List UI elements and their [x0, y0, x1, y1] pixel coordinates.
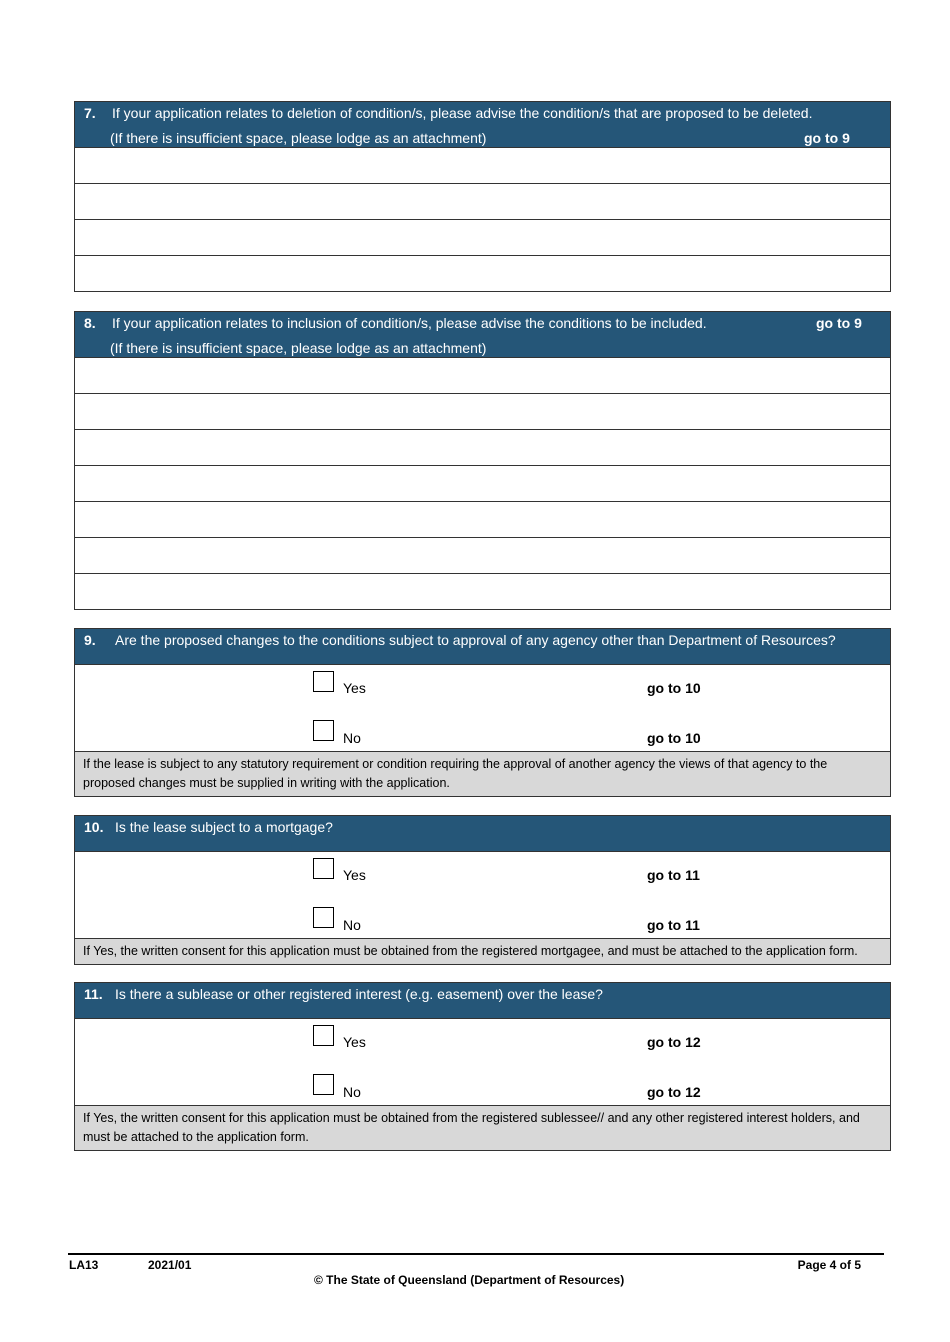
question-7-input-row-4[interactable]: [74, 256, 891, 292]
question-10-yes-goto: go to 11: [647, 867, 700, 883]
question-7-text: If your application relates to deletion of condition/s, please advise the condition/s that are proposed to be deleted.: [112, 105, 813, 121]
question-9-no-label: No: [343, 730, 361, 746]
question-9-option-no: [75, 720, 890, 750]
question-8-number: 8.: [84, 315, 96, 331]
question-10-no-checkbox[interactable]: [313, 907, 334, 928]
question-10-text: Is the lease subject to a mortgage?: [115, 819, 333, 835]
question-8-text: If your application relates to inclusion of condition/s, please advise the conditions to be included.: [112, 315, 707, 331]
question-9-yes-checkbox[interactable]: [313, 671, 334, 692]
question-9-no-checkbox[interactable]: [313, 720, 334, 741]
question-9-no-goto: go to 10: [647, 730, 701, 746]
question-9-yes-label: Yes: [343, 680, 366, 696]
question-7-input-row-1[interactable]: [74, 148, 891, 184]
question-7-input-row-3[interactable]: [74, 220, 891, 256]
question-8-input-row-6[interactable]: [74, 538, 891, 574]
question-10-options: [74, 852, 891, 939]
question-10-number: 10.: [84, 819, 104, 835]
question-10-no-label: No: [343, 917, 361, 933]
question-8-subtext: (If there is insufficient space, please lodge as an attachment): [110, 340, 487, 356]
question-11-note: If Yes, the written consent for this application must be obtained from the registered sublessee// and any other registered interest holders, and must be attached to the application form.: [74, 1106, 891, 1151]
question-11-no-goto: go to 12: [647, 1084, 701, 1100]
question-11-header: [74, 982, 891, 1019]
question-10-yes-checkbox[interactable]: [313, 858, 334, 879]
question-10-no-goto: go to 11: [647, 917, 700, 933]
question-7-subtext: (If there is insufficient space, please lodge as an attachment): [110, 130, 487, 146]
question-8-input-row-1[interactable]: [74, 358, 891, 394]
question-9-options: [74, 665, 891, 752]
question-9-header: [74, 628, 891, 665]
footer-version: 2021/01: [148, 1258, 192, 1272]
question-11-text: Is there a sublease or other registered interest (e.g. easement) over the lease?: [115, 986, 603, 1002]
question-11-option-yes: [75, 1023, 890, 1053]
question-11-yes-label: Yes: [343, 1034, 366, 1050]
question-7-header: [74, 101, 891, 148]
question-8-section: [74, 311, 891, 610]
question-7-input-row-2[interactable]: [74, 184, 891, 220]
page-footer: [68, 1253, 884, 1295]
question-9-yes-goto: go to 10: [647, 680, 701, 696]
question-8-header: [74, 311, 891, 358]
question-9-section: [74, 628, 891, 797]
question-8-input-row-4[interactable]: [74, 466, 891, 502]
question-7-number: 7.: [84, 105, 96, 121]
question-7-goto: go to 9: [804, 130, 850, 146]
question-10-note: If Yes, the written consent for this application must be obtained from the registered mortgagee, and must be attached to the application form.: [74, 939, 891, 965]
question-11-options: [74, 1019, 891, 1106]
question-10-header: [74, 815, 891, 852]
question-11-yes-goto: go to 12: [647, 1034, 701, 1050]
question-8-goto: go to 9: [816, 315, 862, 331]
question-9-text: Are the proposed changes to the conditions subject to approval of any agency other than Department of Resources?: [115, 632, 836, 648]
question-10-option-no: [75, 907, 890, 937]
question-9-number: 9.: [84, 632, 96, 648]
question-8-input-row-5[interactable]: [74, 502, 891, 538]
question-10-yes-label: Yes: [343, 867, 366, 883]
question-7-section: [74, 101, 891, 292]
question-11-option-no: [75, 1074, 890, 1104]
question-9-option-yes: [75, 669, 890, 699]
question-11-number: 11.: [84, 986, 103, 1002]
question-11-no-checkbox[interactable]: [313, 1074, 334, 1095]
question-10-section: [74, 815, 891, 965]
question-11-no-label: No: [343, 1084, 361, 1100]
question-11-section: [74, 982, 891, 1151]
question-10-option-yes: [75, 856, 890, 886]
question-8-input-row-2[interactable]: [74, 394, 891, 430]
footer-copyright: © The State of Queensland (Department of Resources): [314, 1273, 625, 1287]
question-9-note: If the lease is subject to any statutory requirement or condition requiring the approval of another agency the views of that agency to the proposed changes must be supplied in writing with the application.: [74, 752, 891, 797]
footer-page-number: Page 4 of 5: [797, 1258, 861, 1272]
question-8-input-row-3[interactable]: [74, 430, 891, 466]
question-8-input-row-7[interactable]: [74, 574, 891, 610]
footer-form-code: LA13: [69, 1258, 99, 1272]
question-11-yes-checkbox[interactable]: [313, 1025, 334, 1046]
